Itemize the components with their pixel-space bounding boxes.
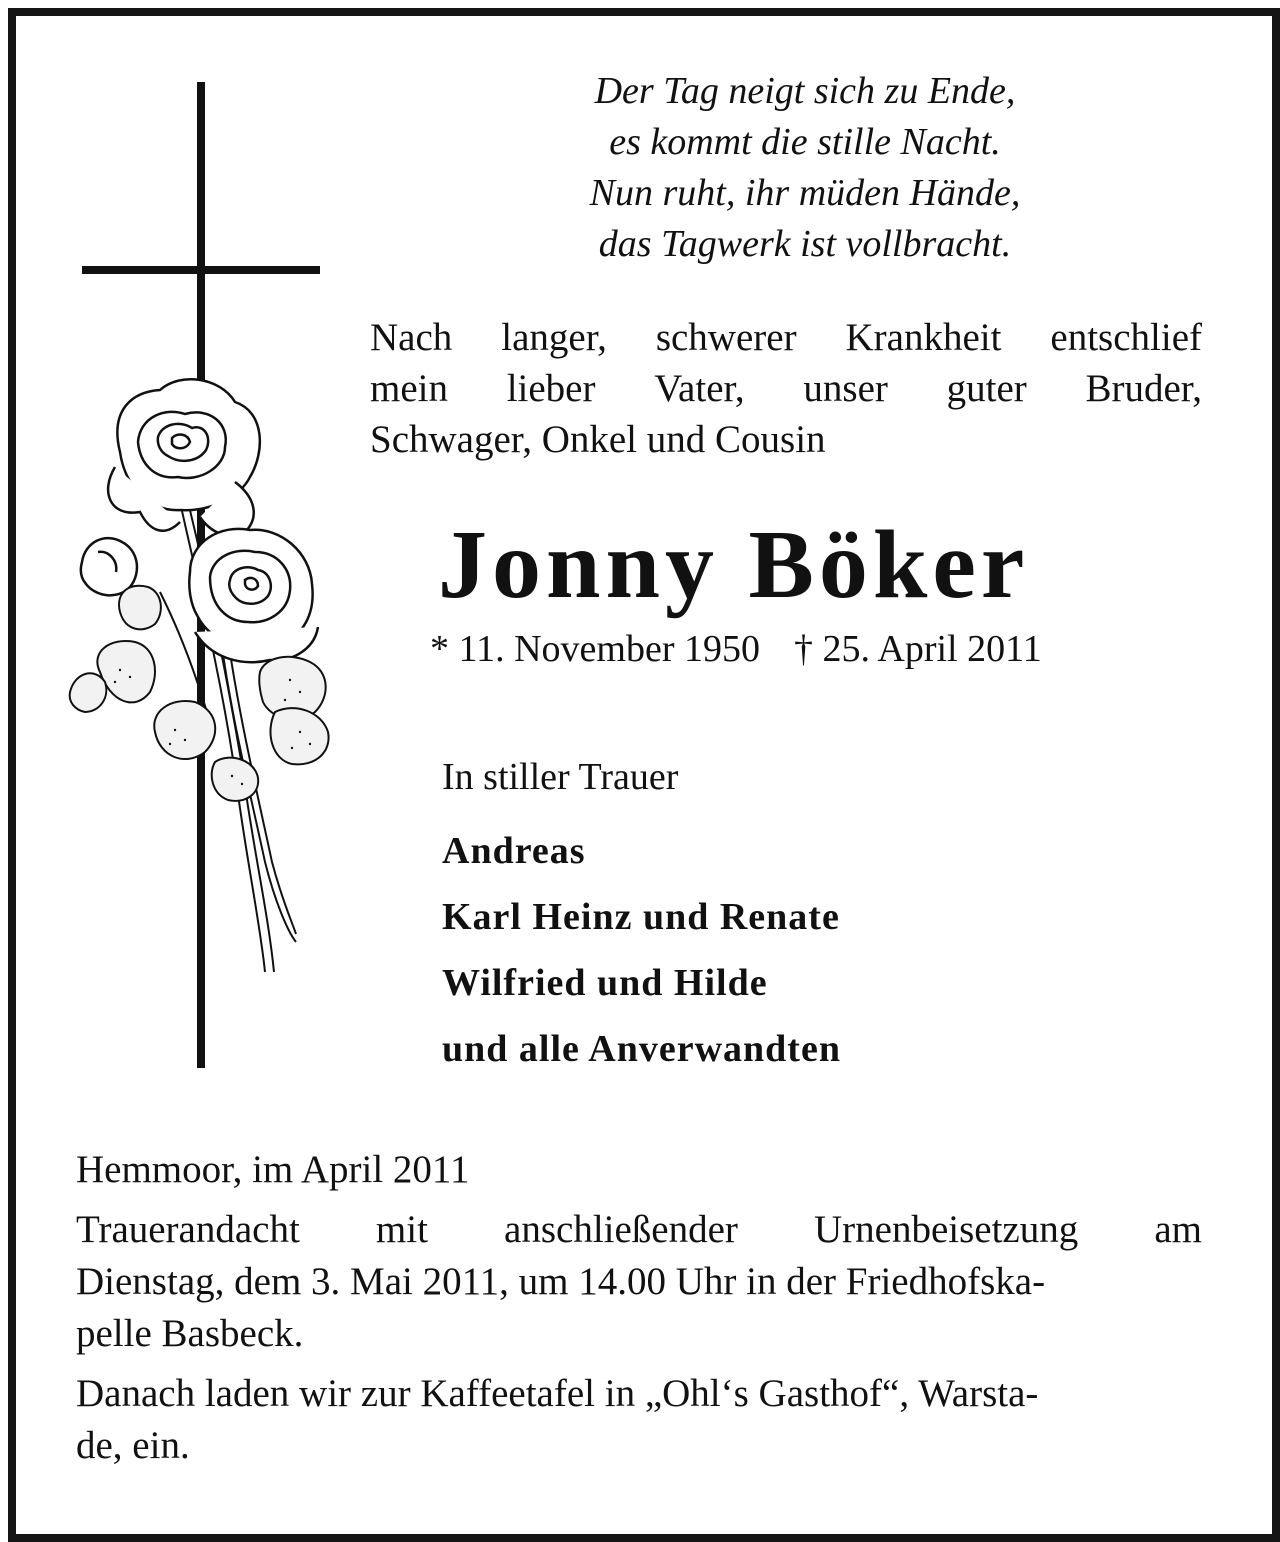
word: Krankheit: [845, 316, 1002, 359]
mourner-name: und alle Anverwandten: [442, 1028, 841, 1070]
mourner-name: Karl Heinz und Renate: [442, 896, 840, 938]
word: Trauerandacht: [76, 1208, 300, 1251]
coffee-line: de, ein.: [76, 1424, 190, 1467]
word: unser: [803, 367, 888, 410]
coffee-line: Danach laden wir zur Kaffeetafel in „Ohl‘s Gasthof“, Warsta-: [76, 1372, 1039, 1415]
footer-info: [76, 1144, 1202, 1480]
word: Nach: [370, 316, 453, 359]
word: entschlief: [1050, 316, 1202, 359]
deceased-name: Jonny Böker: [438, 511, 1030, 619]
birth-date: * 11. November 1950: [430, 628, 760, 670]
service-line: Dienstag, dem 3. Mai 2011, um 14.00 Uhr in der Friedhofska-: [76, 1260, 1046, 1303]
poem-line: Nun ruht, ihr müden Hände,: [589, 172, 1021, 214]
place-date: Hemmoor, im April 2011: [76, 1148, 470, 1191]
word: Urnenbeisetzung: [814, 1208, 1079, 1251]
announcement-line: [370, 312, 1202, 363]
service-line: pelle Basbeck.: [76, 1312, 304, 1355]
poem-line: das Tagwerk ist vollbracht.: [598, 223, 1012, 265]
word: guter: [946, 367, 1027, 410]
mourners-list: [442, 818, 841, 1082]
poem-line: es kommt die stille Nacht.: [609, 121, 1001, 163]
mourner-name: Wilfried und Hilde: [442, 962, 768, 1004]
word: langer,: [501, 316, 607, 359]
word: schwerer: [655, 316, 797, 359]
death-date: † 25. April 2011: [793, 628, 1042, 670]
poem: [400, 66, 1210, 270]
coffee-invitation: [76, 1368, 1202, 1472]
word: am: [1154, 1208, 1202, 1251]
announcement-line: Schwager, Onkel und Cousin: [370, 418, 826, 461]
service-details: [76, 1204, 1202, 1360]
mourning-heading: In stiller Trauer: [442, 756, 679, 798]
announcement-line: [370, 363, 1202, 414]
word: mit: [375, 1208, 428, 1251]
word: Bruder,: [1085, 367, 1202, 410]
word: mein: [370, 367, 448, 410]
poem-line: Der Tag neigt sich zu Ende,: [594, 70, 1016, 112]
word: lieber: [506, 367, 596, 410]
cross-with-roses-icon: [60, 72, 350, 1082]
word: Vater,: [654, 367, 745, 410]
life-dates: [430, 624, 1042, 674]
announcement-text: [370, 312, 1202, 465]
service-line: [76, 1204, 1202, 1256]
mourner-name: Andreas: [442, 830, 586, 872]
word: anschließender: [504, 1208, 738, 1251]
